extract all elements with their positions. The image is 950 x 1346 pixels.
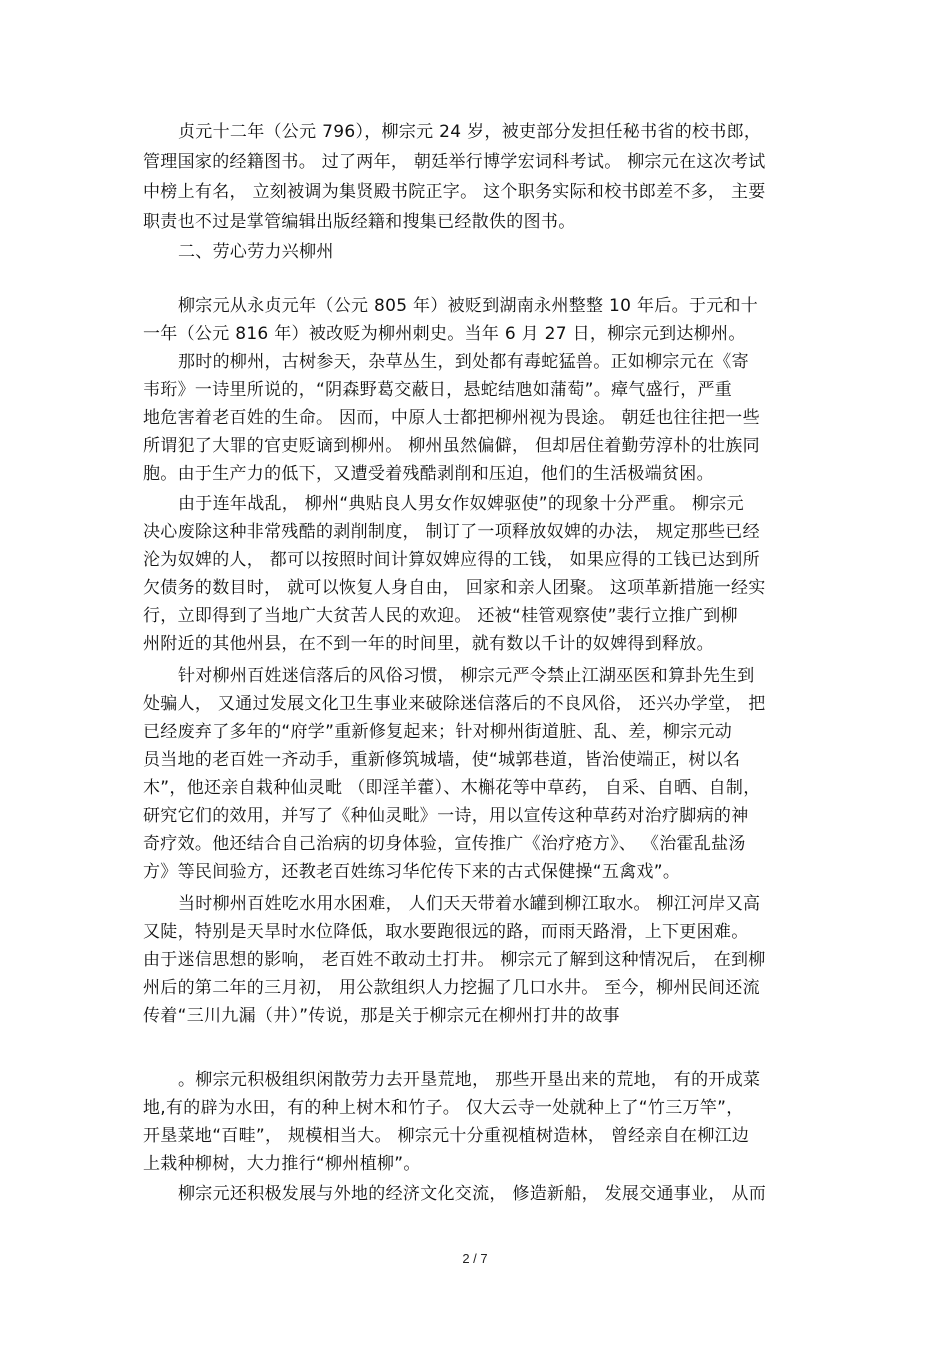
text-line: 传着“三川九漏（井）”传说，那是关于柳宗元在柳州打井的故事	[143, 1006, 620, 1026]
text-line: 所谓犯了大罪的官吏贬谪到柳州。 柳州虽然偏僻， 但却居住着勤劳淳朴的壮族同	[143, 436, 760, 456]
text-line: 欠债务的数目时， 就可以恢复人身自由， 回家和亲人团聚。 这项革新措施一经实	[143, 578, 766, 598]
text-line: 地,有的辟为水田，有的种上树木和竹子。 仅大云寺一处就种上了“竹三万竿”，	[143, 1098, 744, 1118]
text-line: 柳宗元还积极发展与外地的经济文化交流， 修造新船， 发展交通事业， 从而	[178, 1184, 767, 1204]
text-line: 奇疗效。他还结合自己治病的切身体验，宣传推广《治疗疮方》、 《治霍乱盐汤	[143, 834, 746, 854]
text-line: 由于迷信思想的影响， 老百姓不敢动土打井。 柳宗元了解到这种情况后， 在到柳	[143, 950, 766, 970]
text-line: 上栽种柳树，大力推行“柳州植柳”。	[143, 1154, 421, 1174]
text-line: 当时柳州百姓吃水用水困难， 人们天天带着水罐到柳江取水。 柳江河岸又高	[178, 894, 761, 914]
text-line: 中榜上有名， 立刻被调为集贤殿书院正字。 这个职务实际和校书郎差不多， 主要	[143, 182, 766, 202]
text-line: 贞元十二年（公元 796），柳宗元 24 岁，被吏部分发担任秘书省的校书郎，	[178, 122, 762, 142]
text-line: 州后的第二年的三月初， 用公款组织人力挖掘了几口水井。 至今，柳州民间还流	[143, 978, 760, 998]
text-line: 木”，他还亲自栽种仙灵毗 （即淫羊藿）、木槲花等中草药， 自采、自晒、自制，	[143, 778, 761, 798]
text-line: 职责也不过是掌管编辑出版经籍和搜集已经散佚的图书。	[143, 212, 576, 232]
text-line: 地危害着老百姓的生命。 因而，中原人士都把柳州视为畏途。 朝廷也往往把一些	[143, 408, 760, 428]
text-line: 行，立即得到了当地广大贫苦人民的欢迎。 还被“桂管观察使”裴行立推广到柳	[143, 606, 738, 626]
text-line: 研究它们的效用，并写了《种仙灵毗》一诗，用以宣传这种草药对治疗脚病的神	[143, 806, 749, 826]
text-line: 沦为奴婢的人， 都可以按照时间计算奴婢应得的工钱， 如果应得的工钱已达到所	[143, 550, 760, 570]
text-line: 已经废弃了多年的“府学”重新修复起来；针对柳州街道脏、乱、差，柳宗元动	[143, 722, 733, 742]
text-line: 韦珩》一诗里所说的，“阴森野葛交蔽日，悬蛇结虺如蒲萄”。瘴气盛行，严重	[143, 380, 733, 400]
text-line: 管理国家的经籍图书。 过了两年， 朝廷举行博学宏词科考试。 柳宗元在这次考试	[143, 152, 766, 172]
text-line: 一年（公元 816 年）被改贬为柳州刺史。当年 6 月 27 日，柳宗元到达柳州。	[143, 324, 746, 344]
page-number: 2 / 7	[462, 1251, 488, 1266]
text-line: 胞。由于生产力的低下，又遭受着残酷剥削和压迫，他们的生活极端贫困。	[143, 464, 714, 484]
text-line: 针对柳州百姓迷信落后的风俗习惯， 柳宗元严令禁止江湖巫医和算卦先生到	[178, 666, 755, 686]
text-line: 开垦菜地“百畦”， 规模相当大。 柳宗元十分重视植树造林， 曾经亲自在柳江边	[143, 1126, 750, 1146]
text-line: 柳宗元从永贞元年（公元 805 年）被贬到湖南永州整整 10 年后。于元和十	[178, 296, 759, 316]
text-line: 那时的柳州，古树参天，杂草丛生，到处都有毒蛇猛兽。正如柳宗元在《寄	[178, 352, 749, 372]
text-line: 。柳宗元积极组织闲散劳力去开垦荒地， 那些开垦出来的荒地， 有的开成菜	[178, 1070, 761, 1090]
text-line: 州附近的其他州县，在不到一年的时间里，就有数以千计的奴婢得到释放。	[143, 634, 714, 654]
text-line: 又陡，特别是天旱时水位降低，取水要跑很远的路，而雨天路滑，上下更困难。	[143, 922, 749, 942]
text-line: 员当地的老百姓一齐动手，重新修筑城墙，使“城郭巷道，皆治使端正，树以名	[143, 750, 741, 770]
text-line: 由于连年战乱， 柳州“典贴良人男女作奴婢驱使”的现象十分严重。 柳宗元	[178, 494, 744, 514]
text-line: 决心废除这种非常残酷的剥削制度， 制订了一项释放奴婢的办法， 规定那些已经	[143, 522, 760, 542]
text-line: 方》等民间验方，还教老百姓练习华佗传下来的古式保健操“五禽戏”。	[143, 862, 681, 882]
text-line: 处骗人， 又通过发展文化卫生事业来破除迷信落后的不良风俗， 还兴办学堂， 把	[143, 694, 766, 714]
section-heading: 二、劳心劳力兴柳州	[178, 242, 334, 262]
